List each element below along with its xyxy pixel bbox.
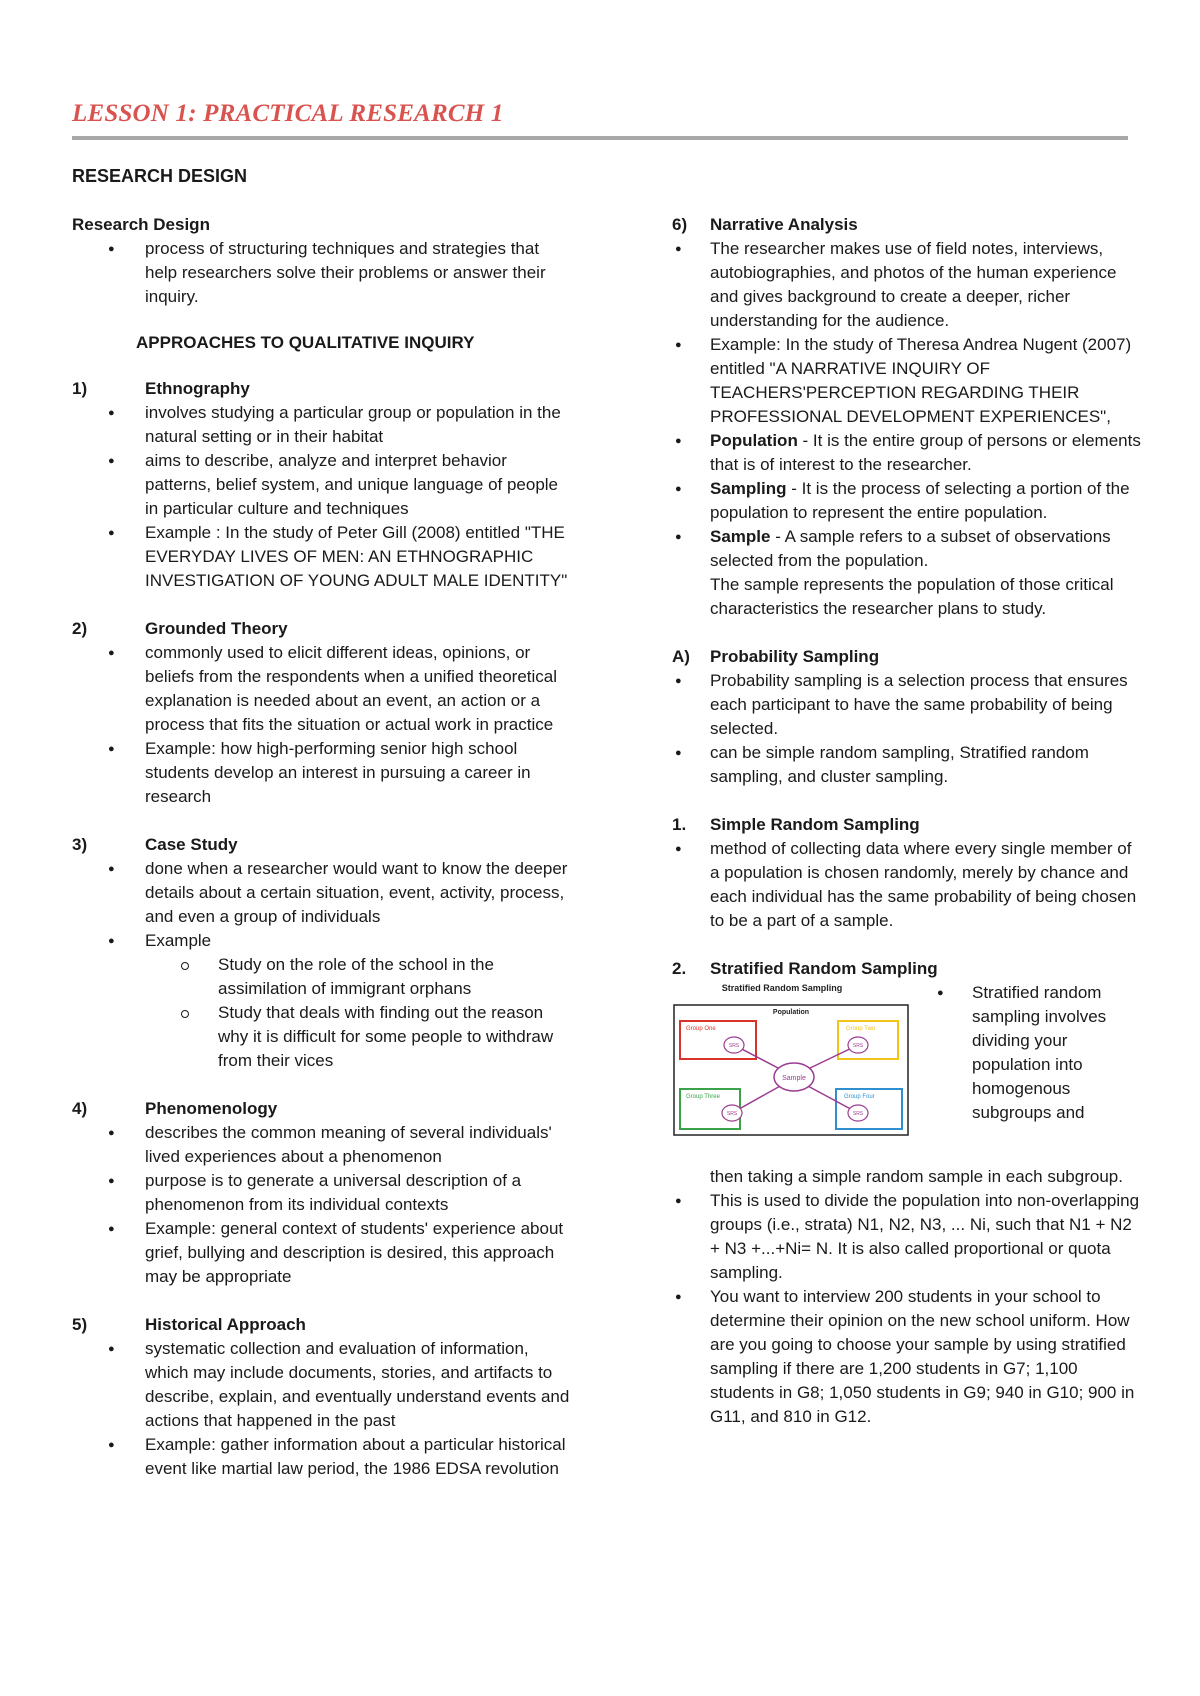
simple-random-sampling-heading: 1. Simple Random Sampling [672,815,920,834]
list-item: ● Probability sampling is a selection process that ensures each participant to have the same probability of being selected. [672,669,1142,741]
list-item: ● involves studying a particular group or population in the natural setting or in their habitat [72,401,572,449]
srs-label: SRS [852,1043,864,1049]
case-study-sublist [145,953,572,1073]
stratified-figure-block [672,981,1142,1169]
list-item: ● You want to interview 200 students in your school to determine their opinion on the new school uniform. How are you going to choose your sample by using stratified sampling if there are 1,200 students in G7; 1,100 students in G8; 1,050 students in G9; 940 in G10; 900 in G11, and 810 in G12. [672,1285,1142,1429]
list-item: ● Example: In the study of Theresa Andrea Nugent (2007) entitled "A NARRATIVE INQUIRY OF TEACHERS'PERCEPTION REGARDING THEIR PROFESSIONAL DEVELOPMENT EXPERIENCES", [672,333,1142,429]
list-item: ● Example Study on the role of the school in the assimilation of immigrant orphans Study that deals with finding out the reason why it is difficult for some people to withdraw from their vices [72,929,572,1073]
diagram-title: Stratified Random Sampling [721,983,843,993]
title-divider [72,136,1128,140]
list-item: ● Stratified random sampling involves dividing your population into homogenous subgroups and [972,981,1132,1125]
section-heading: RESEARCH DESIGN [72,166,248,186]
list-item: ● process of structuring techniques and strategies that help researchers solve their problems or answer their inquiry. [72,237,572,309]
list-item: ● Sampling - It is the process of selecting a portion of the population to represent the entire population. [672,477,1142,525]
list-item: ● Example: general context of students' experience about grief, bullying and description is desired, this approach may be appropriate [72,1217,572,1289]
list-item: ● systematic collection and evaluation of information, which may include documents, stories, and artifacts to describe, explain, and eventually understand events and actions that happened in the past [72,1337,572,1433]
srs-label: SRS [852,1111,864,1117]
case-study-list [72,857,572,1073]
grounded-theory-list [72,641,572,809]
research-design-list [72,237,572,309]
group-four-label: Group Four [844,1094,875,1100]
list-item: ● method of collecting data where every single member of a population is chosen randomly, merely by chance and each individual has the same probability of being chosen to be a part of a sample. [672,837,1142,933]
list-item: ● Example : In the study of Peter Gill (2008) entitled "THE EVERYDAY LIVES OF MEN: AN ETHNOGRAPHIC INVESTIGATION OF YOUNG ADULT MALE IDENTITY" [72,521,572,593]
srs-label: SRS [728,1043,740,1049]
simple-random-sampling-list [672,837,1142,933]
population-term: Population [710,431,798,450]
narrative-analysis-heading: 6) Narrative Analysis [672,215,858,234]
approaches-heading: APPROACHES TO QUALITATIVE INQUIRY [136,333,475,352]
sample-term: Sample [710,527,771,546]
list-item: ● The researcher makes use of field notes, interviews, autobiographies, and photos of the human experience and gives background to create a deeper, richer understanding for the audience. [672,237,1142,333]
list-item: ● commonly used to elicit different ideas, opinions, or beliefs from the respondents when a unified theoretical explanation is needed about an event, an action or a process that fits the situation or actual work in practice [72,641,572,737]
sample-hub-label: Sample [782,1075,806,1082]
probability-sampling-list [672,669,1142,789]
case-study-heading: 3) Case Study [72,835,238,854]
list-item: ● Example: gather information about a particular historical event like martial law period, the 1986 EDSA revolution [72,1433,572,1481]
list-item-continuation: then taking a simple random sample in each subgroup. [710,1167,1123,1186]
list-item: ● Sample - A sample refers to a subset of observations selected from the population. The sample represents the population of those critical characteristics the researcher plans to study. [672,525,1142,621]
phenomenology-list [72,1121,572,1289]
sampling-term: Sampling [710,479,787,498]
grounded-theory-heading: 2) Grounded Theory [72,619,288,638]
stratified-random-sampling-list [672,1165,1142,1429]
group-three-label: Group Three [686,1094,720,1100]
list-item: ● describes the common meaning of several individuals' lived experiences about a phenomenon [72,1121,572,1169]
research-design-heading: Research Design [72,215,210,234]
list-item: ● aims to describe, analyze and interpret behavior patterns, belief system, and unique language of people in particular culture and techniques [72,449,572,521]
list-item: ● can be simple random sampling, Stratified random sampling, and cluster sampling. [672,741,1142,789]
list-item: ● This is used to divide the population into non-overlapping groups (i.e., strata) N1, N2, N3, ... Ni, such that N1 + N2 + N3 +...+Ni= N. It is also called proportional or quota sampling. [672,1189,1142,1285]
stratified-random-sampling-heading: 2. Stratified Random Sampling [672,959,938,978]
list-item: ● Example: how high-performing senior high school students develop an interest in pursuing a career in research [72,737,572,809]
group-two-label: Group Two [846,1026,876,1032]
ethnography-heading: 1) Ethnography [72,379,250,398]
left-column [72,213,572,1481]
narrative-analysis-list [672,237,1142,621]
ethnography-list [72,401,572,593]
list-item: ● done when a researcher would want to know the deeper details about a certain situation, event, activity, process, and even a group of individuals [72,857,572,929]
historical-approach-list [72,1337,572,1481]
phenomenology-heading: 4) Phenomenology [72,1099,278,1118]
sub-list-item: Study that deals with finding out the reason why it is difficult for some people to withdraw from their vices [145,1001,572,1073]
list-item: ● Population - It is the entire group of persons or elements that is of interest to the researcher. [672,429,1142,477]
probability-sampling-heading: A) Probability Sampling [672,647,880,666]
sub-list-item: Study on the role of the school in the assimilation of immigrant orphans [145,953,572,1001]
population-label: Population [772,1009,810,1016]
srs-label: SRS [726,1111,738,1117]
right-column [672,213,1142,1429]
group-one-label: Group One [686,1026,716,1032]
list-item: ● purpose is to generate a universal description of a phenomenon from its individual contexts [72,1169,572,1217]
historical-approach-heading: 5) Historical Approach [72,1315,306,1334]
stratified-sampling-diagram [672,981,922,1141]
lesson-title: LESSON 1: PRACTICAL RESEARCH 1 [72,100,504,127]
